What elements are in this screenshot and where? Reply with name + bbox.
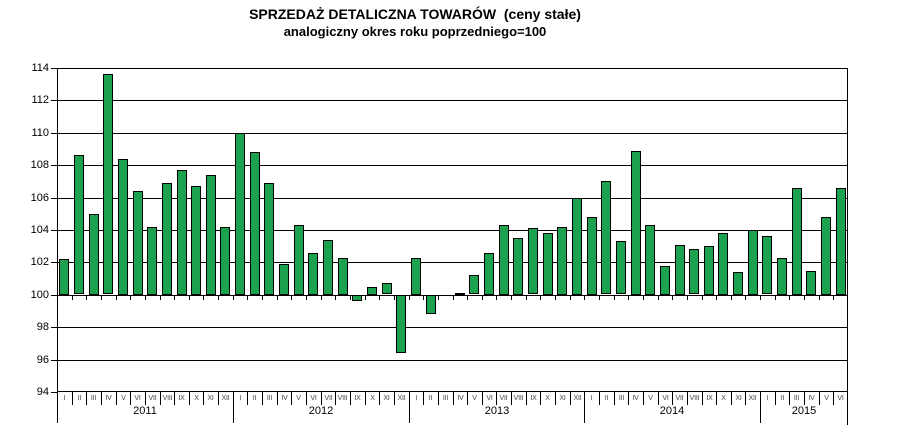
month-label-2014-III: III [618,395,625,402]
baseline-tick [731,295,732,300]
bar-2013-XII [572,198,582,295]
bar-2011-II [74,155,84,294]
gridline-96 [57,360,848,361]
baseline-tick [496,295,497,300]
y-axis-label-96: 96 [36,354,49,366]
month-separator [658,392,659,405]
gridline-98 [57,327,848,328]
baseline-tick [218,295,219,300]
month-label-2015-V: V [824,395,829,402]
bar-2013-X [543,233,553,295]
month-separator [570,392,571,405]
bar-2011-VI [133,191,143,295]
bar-2013-VIII [513,238,523,295]
month-separator [218,392,219,405]
baseline-tick [394,295,395,300]
bar-2012-I [235,133,245,295]
baseline-tick [350,295,351,300]
baseline-tick [453,295,454,300]
month-label-2012-V: V [296,395,301,402]
month-separator [350,392,351,405]
month-label-2014-IX: IX [706,395,713,402]
month-label-2012-VII: VII [324,395,333,402]
month-label-2012-X: X [370,395,375,402]
bar-2012-III [264,183,274,295]
bar-2011-XI [206,175,216,295]
month-label-2014-II: II [604,395,609,402]
bar-2012-XI [382,283,392,294]
baseline-tick [160,295,161,300]
month-label-2014-VIII: VIII [689,395,700,402]
y-axis-label-110: 110 [31,127,49,139]
month-separator [262,392,263,405]
baseline-tick [789,295,790,300]
y-axis-label-100: 100 [30,289,49,301]
month-label-2014-IV: IV [632,395,639,402]
month-separator [643,392,644,405]
bar-2014-VII [675,245,685,295]
chart-title: SPRZEDAŻ DETALICZNA TOWARÓW (ceny stałe) [249,6,581,22]
baseline-tick [72,295,73,300]
bar-2014-XII [748,230,758,295]
y-axis-tick-100 [51,295,57,296]
y-axis-tick-98 [51,327,57,328]
baseline-tick [116,295,117,300]
baseline-tick [321,295,322,300]
baseline-tick [804,295,805,300]
baseline-tick [658,295,659,300]
month-separator [526,392,527,405]
baseline-tick [130,295,131,300]
month-separator [496,392,497,405]
month-label-2011-VIII: VIII [162,395,173,402]
axis-extension-left [57,392,58,423]
baseline-tick [145,295,146,300]
y-axis-tick-106 [51,198,57,199]
month-label-2014-X: X [721,395,726,402]
bar-2014-X [718,233,728,295]
month-label-2013-X: X [545,395,550,402]
bar-2013-IX [528,228,538,294]
bar-2012-II [250,152,260,295]
month-label-2011-VII: VII [148,395,157,402]
month-separator [335,392,336,405]
month-separator [833,392,834,405]
month-label-2013-I: I [415,395,418,402]
y-axis-tick-96 [51,360,57,361]
bar-2014-V [645,225,655,295]
baseline-tick [482,295,483,300]
month-separator [130,392,131,405]
bar-2015-I [762,236,772,294]
bar-2015-IV [806,271,816,295]
month-separator [775,392,776,405]
month-label-2011-I: I [63,395,66,402]
baseline-tick [775,295,776,300]
month-separator [189,392,190,405]
bar-2015-III [792,188,802,295]
month-separator [321,392,322,405]
y-axis-label-106: 106 [30,192,49,204]
month-separator [291,392,292,405]
baseline-tick [760,295,761,300]
month-separator [672,392,673,405]
baseline-tick [745,295,746,300]
month-label-2011-IX: IX [178,395,185,402]
month-separator [599,392,600,405]
month-label-2013-III: III [442,395,449,402]
baseline-tick [174,295,175,300]
bar-2013-XI [557,227,567,295]
baseline-tick [570,295,571,300]
month-label-2012-VI: VI [310,395,317,402]
bar-2013-II [426,295,436,314]
y-axis-tick-108 [51,165,57,166]
month-separator [365,392,366,405]
month-label-2013-IX: IX [530,395,537,402]
bar-2014-IV [631,151,641,295]
month-separator [394,392,395,405]
bar-2013-I [411,258,421,295]
year-label-2015: 2015 [791,405,817,417]
month-label-2013-XII: XII [573,395,582,402]
month-separator [745,392,746,405]
month-separator [511,392,512,405]
year-separator [760,392,761,423]
baseline-tick [291,295,292,300]
month-label-2015-VI: VI [837,395,844,402]
bar-2011-IV [103,74,113,294]
month-separator [86,392,87,405]
month-separator [687,392,688,405]
bar-2014-VIII [689,249,699,294]
month-separator [203,392,204,405]
month-label-2012-XII: XII [397,395,406,402]
month-separator [116,392,117,405]
month-label-2013-V: V [472,395,477,402]
month-separator [540,392,541,405]
gridline-102 [57,262,848,263]
bar-2011-IX [177,170,187,295]
month-separator [379,392,380,405]
bar-2015-II [777,258,787,295]
y-axis-label-114: 114 [31,62,49,74]
baseline-tick [101,295,102,300]
y-axis-label-104: 104 [30,224,49,236]
month-label-2012-XI: XI [383,395,390,402]
y-axis-label-94: 94 [36,386,49,398]
bar-2011-X [191,186,201,295]
gridline-112 [57,100,848,101]
y-axis-label-98: 98 [36,321,49,333]
y-axis-label-102: 102 [30,256,49,268]
gridline-108 [57,165,848,166]
bar-2013-VI [484,253,494,295]
month-label-2011-X: X [194,395,199,402]
gridline-104 [57,230,848,231]
bar-2015-VI [836,188,846,295]
bar-2013-V [469,275,479,294]
y-axis-tick-114 [51,68,57,69]
month-label-2013-II: II [428,395,433,402]
baseline-tick [247,295,248,300]
month-label-2012-III: III [266,395,273,402]
month-separator [306,392,307,405]
month-separator [423,392,424,405]
bar-2012-X [367,287,377,295]
baseline-tick [599,295,600,300]
y-axis-tick-110 [51,133,57,134]
month-label-2015-II: II [780,395,785,402]
month-separator [789,392,790,405]
month-separator [555,392,556,405]
month-separator [145,392,146,405]
month-label-2012-VIII: VIII [337,395,348,402]
bar-2014-I [587,217,597,295]
bar-2011-XII [220,227,230,295]
month-separator [731,392,732,405]
year-label-2013: 2013 [484,405,510,417]
baseline-tick [643,295,644,300]
bar-2011-VIII [162,183,172,295]
month-separator [72,392,73,405]
baseline-tick [423,295,424,300]
bar-2015-V [821,217,831,295]
month-label-2013-IV: IV [457,395,464,402]
baseline-tick [833,295,834,300]
month-separator [467,392,468,405]
month-label-2014-V: V [648,395,653,402]
month-separator [628,392,629,405]
month-label-2012-IV: IV [281,395,288,402]
month-separator [174,392,175,405]
month-label-2011-V: V [121,395,126,402]
bar-2012-IX [352,295,362,301]
baseline-tick [203,295,204,300]
baseline-tick [365,295,366,300]
bar-2012-VII [323,240,333,295]
month-separator [614,392,615,405]
month-label-2014-VII: VII [675,395,684,402]
month-label-2015-I: I [766,395,769,402]
month-label-2011-II: II [77,395,82,402]
bar-2012-V [294,225,304,295]
month-label-2011-XII: XII [221,395,230,402]
baseline-tick [438,295,439,300]
gridline-106 [57,198,848,199]
bar-2012-XII [396,295,406,353]
bar-2012-VIII [338,258,348,295]
y-axis-tick-104 [51,230,57,231]
baseline-tick [306,295,307,300]
month-separator [438,392,439,405]
bar-2013-VII [499,225,509,295]
y-axis-tick-112 [51,100,57,101]
baseline-tick [716,295,717,300]
month-label-2012-II: II [252,395,257,402]
baseline-tick [672,295,673,300]
baseline-tick [540,295,541,300]
y-axis-tick-102 [51,262,57,263]
year-separator [584,392,585,423]
bar-2012-VI [308,253,318,295]
bar-2014-II [601,181,611,294]
bar-2011-III [89,214,99,295]
bar-2013-IV [455,293,465,295]
bar-2011-I [59,259,69,295]
month-label-2011-XI: XI [207,395,214,402]
y-axis-label-108: 108 [30,159,49,171]
baseline-tick [467,295,468,300]
month-label-2015-III: III [793,395,800,402]
month-label-2014-XI: XI [735,395,742,402]
baseline-tick [189,295,190,300]
bar-2014-VI [660,266,670,295]
baseline-tick [819,295,820,300]
month-separator [277,392,278,405]
baseline-tick [614,295,615,300]
month-label-2014-VI: VI [662,395,669,402]
bar-2012-IV [279,264,289,295]
month-separator [819,392,820,405]
month-separator [804,392,805,405]
baseline-tick [262,295,263,300]
baseline-tick [702,295,703,300]
axis-extension-right [847,392,848,425]
baseline-tick [511,295,512,300]
month-separator [101,392,102,405]
month-label-2014-XII: XII [748,395,757,402]
baseline-tick [233,295,234,300]
baseline-tick [687,295,688,300]
baseline-tick [628,295,629,300]
y-axis-label-112: 112 [31,94,49,106]
month-label-2012-I: I [239,395,242,402]
month-label-2015-IV: IV [808,395,815,402]
baseline-tick [277,295,278,300]
baseline-tick [584,295,585,300]
bar-2014-IX [704,246,714,295]
bar-2011-VII [147,227,157,295]
bar-2014-III [616,241,626,294]
year-label-2011: 2011 [133,405,157,417]
baseline-tick [86,295,87,300]
baseline-tick [526,295,527,300]
chart-subtitle: analogiczny okres roku poprzedniego=100 [283,24,547,39]
year-label-2012: 2012 [308,405,334,417]
baseline-tick [555,295,556,300]
month-label-2012-IX: IX [354,395,361,402]
month-separator [453,392,454,405]
month-separator [702,392,703,405]
year-label-2014: 2014 [659,405,685,417]
year-separator [233,392,234,423]
month-separator [247,392,248,405]
month-label-2011-IV: IV [105,395,112,402]
month-label-2013-VII: VII [499,395,508,402]
month-label-2014-I: I [590,395,593,402]
month-separator [716,392,717,405]
month-label-2013-VI: VI [486,395,493,402]
month-separator [160,392,161,405]
month-separator [482,392,483,405]
gridline-110 [57,133,848,134]
baseline-tick [335,295,336,300]
year-separator [409,392,410,423]
bar-2011-V [118,159,128,295]
month-label-2011-III: III [90,395,97,402]
month-label-2011-VI: VI [134,395,141,402]
month-label-2013-XI: XI [559,395,566,402]
baseline-tick [379,295,380,300]
month-label-2013-VIII: VIII [513,395,524,402]
baseline-tick [409,295,410,300]
bar-2014-XI [733,272,743,295]
